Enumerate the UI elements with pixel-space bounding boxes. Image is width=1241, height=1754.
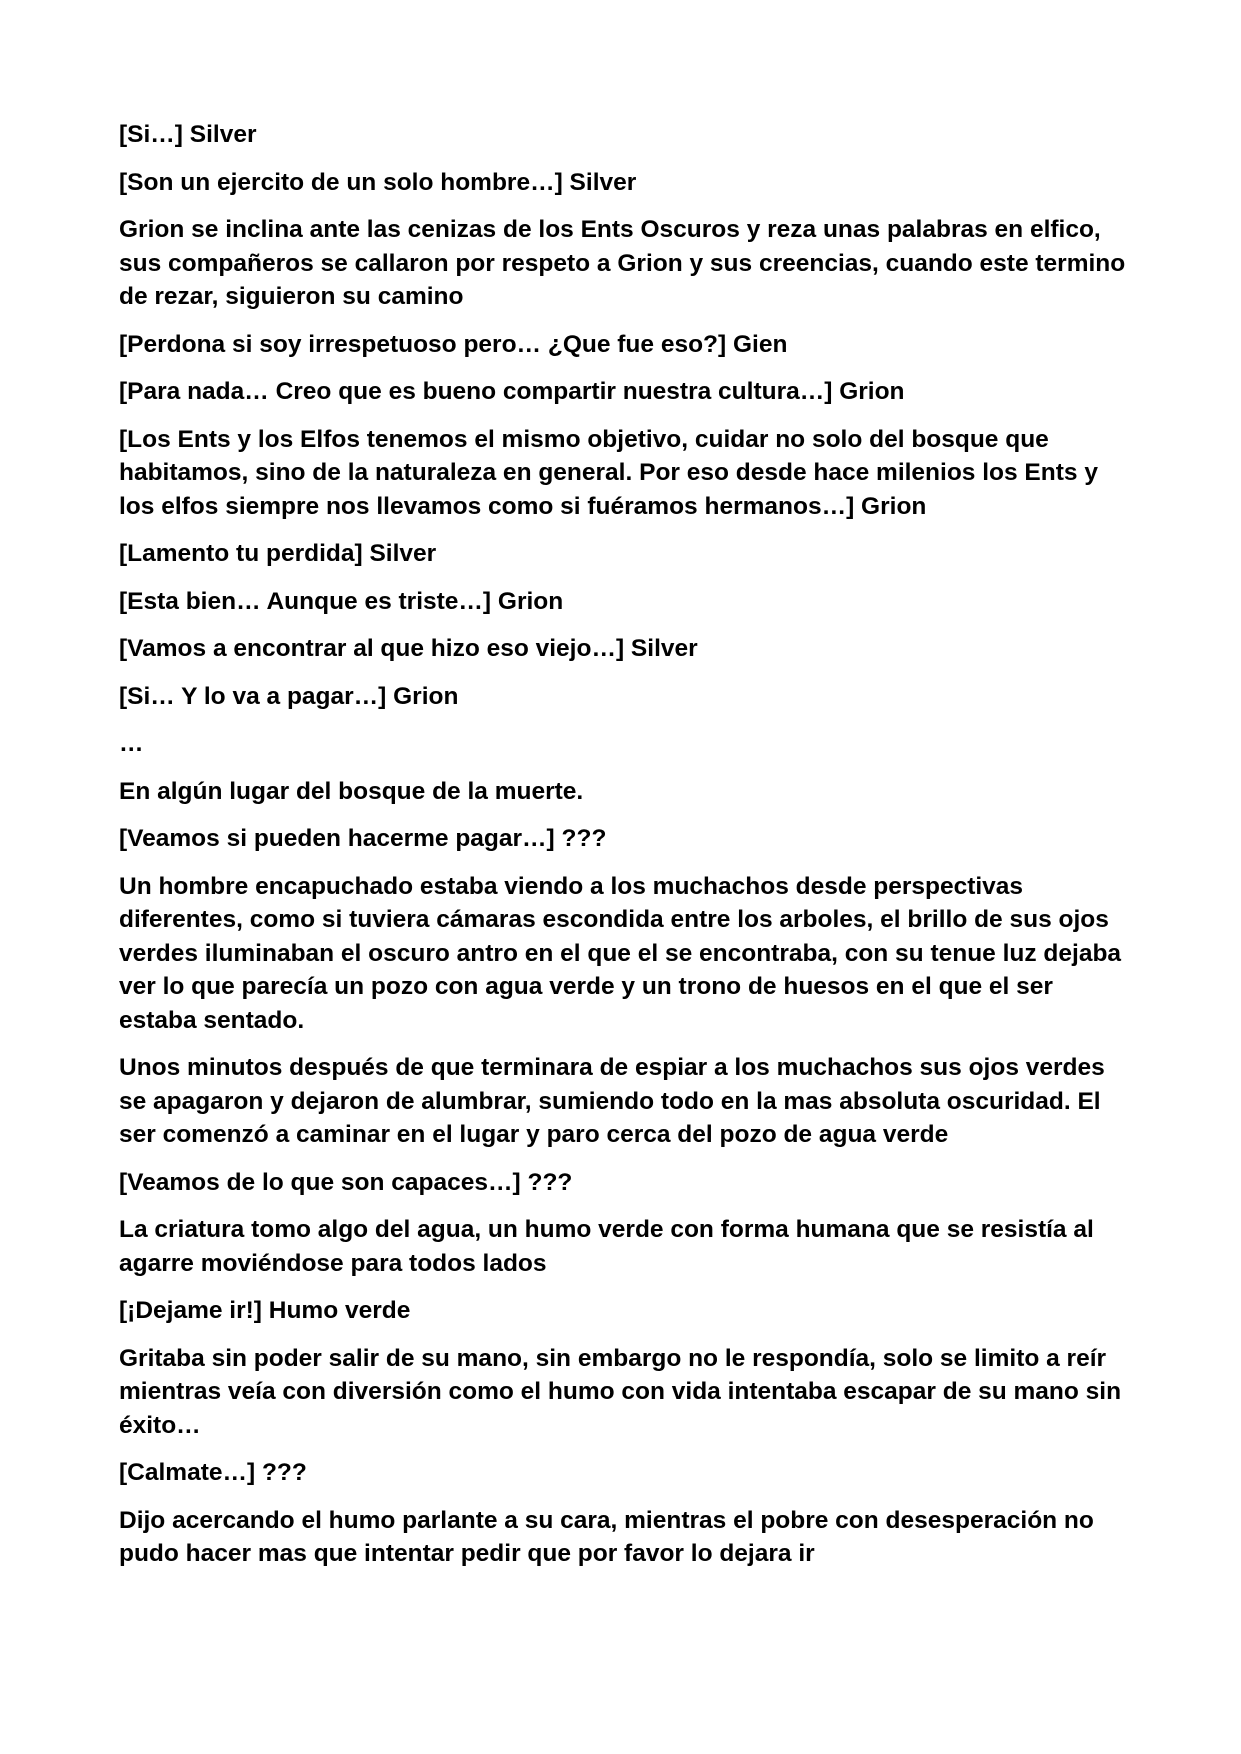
paragraph-narration: Gritaba sin poder salir de su mano, sin embargo no le respondía, solo se limito a reír mientras veía con diversión como el humo con vida intentaba escapar de su mano sin éxito…	[119, 1344, 1122, 1439]
paragraph-dialogue: [Los Ents y los Elfos tenemos el mismo objetivo, cuidar no solo del bosque que habitamos, sino de la naturaleza en general. Por eso desde hace milenios los Ents y los elfos siempre nos llevamos como si fuéramos hermanos…] Grion	[119, 425, 1098, 520]
scene-break: …	[119, 730, 144, 757]
paragraph-dialogue: [Si… Y lo va a pagar…] Grion	[119, 682, 459, 710]
paragraph-dialogue: [Perdona si soy irrespetuoso pero… ¿Que fue eso?] Gien	[119, 330, 788, 358]
paragraph-narration: Un hombre encapuchado estaba viendo a los muchachos desde perspectivas diferentes, como si tuviera cámaras escondida entre los arboles, el brillo de sus ojos verdes iluminaban el oscuro antro en el que el se encontraba, con su tenue luz dejaba ver lo que parecía un pozo con agua verde y un trono de huesos en el que el ser estaba sentado.	[119, 872, 1122, 1034]
paragraph-narration: Grion se inclina ante las cenizas de los Ents Oscuros y reza unas palabras en elfico, sus compañeros se callaron por respeto a Grion y sus creencias, cuando este termino de rezar, siguieron su camino	[119, 216, 1126, 310]
paragraph-dialogue: [Para nada… Creo que es bueno compartir nuestra cultura…] Grion	[119, 378, 905, 405]
paragraph-dialogue: [Vamos a encontrar al que hizo eso viejo…] Silver	[119, 635, 698, 662]
paragraph-narration: En algún lugar del bosque de la muerte.	[119, 777, 584, 805]
document-body	[119, 118, 1134, 1585]
paragraph-dialogue: [Lamento tu perdida] Silver	[119, 540, 437, 567]
paragraph-dialogue: [Veamos si pueden hacerme pagar…] ???	[119, 825, 607, 852]
paragraph-dialogue: [¡Dejame ir!] Humo verde	[119, 1297, 411, 1324]
paragraph-dialogue: [Veamos de lo que son capaces…] ???	[119, 1168, 573, 1196]
paragraph-dialogue: [Esta bien… Aunque es triste…] Grion	[119, 587, 564, 615]
paragraph-dialogue: [Calmate…] ???	[119, 1459, 307, 1486]
paragraph-narration: La criatura tomo algo del agua, un humo verde con forma humana que se resistía al agarre moviéndose para todos lados	[119, 1216, 1094, 1277]
paragraph-dialogue: [Son un ejercito de un solo hombre…] Silver	[119, 168, 637, 196]
paragraph-dialogue: [Si…] Silver	[119, 121, 257, 148]
paragraph-narration: Unos minutos después de que terminara de espiar a los muchachos sus ojos verdes se apagaron y dejaron de alumbrar, sumiendo todo en la mas absoluta oscuridad. El ser comenzó a caminar en el lugar y paro cerca del pozo de agua verde	[119, 1054, 1105, 1148]
paragraph-narration: Dijo acercando el humo parlante a su cara, mientras el pobre con desesperación no pudo hacer mas que intentar pedir que por favor lo dejara ir	[119, 1506, 1094, 1567]
